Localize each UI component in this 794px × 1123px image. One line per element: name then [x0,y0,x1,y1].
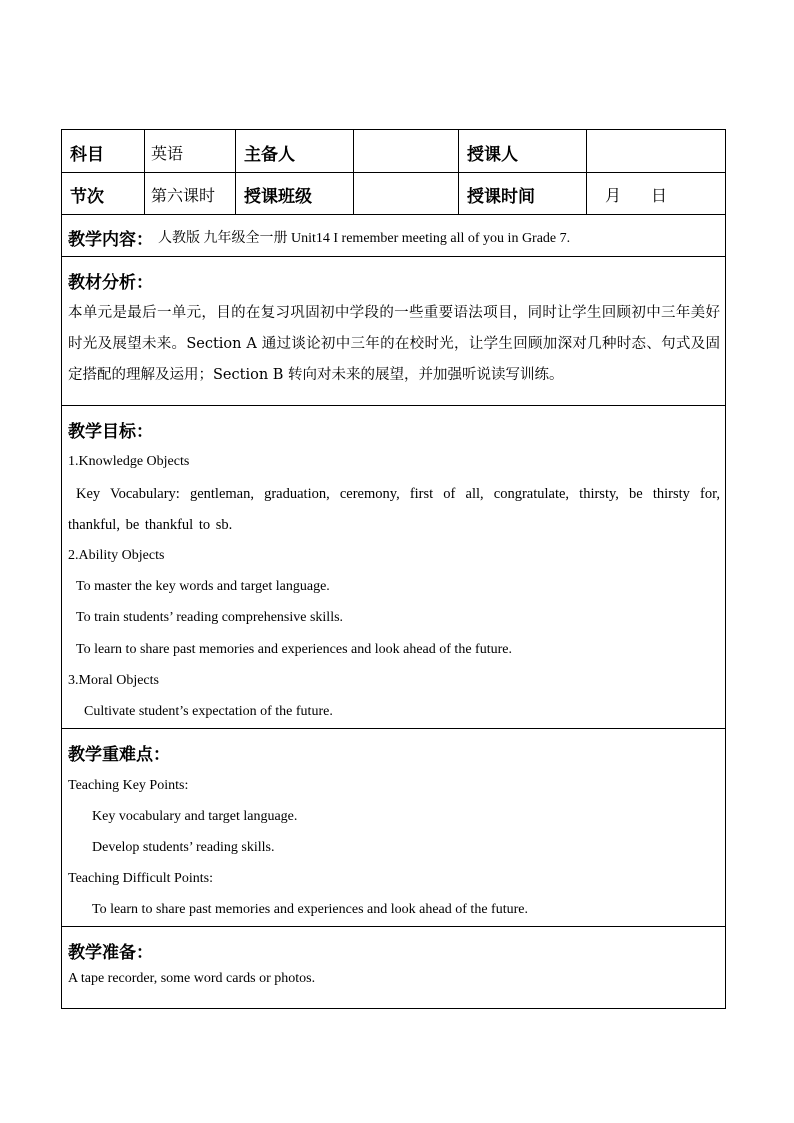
time-label: 授课时间 [467,187,535,207]
lesson-label: 节次 [70,187,104,207]
column-divider [144,130,145,214]
row-divider [62,214,725,215]
preparation-label: 教学准备： [68,943,153,963]
column-divider [353,130,354,214]
day-label: 日 [651,186,668,205]
column-divider [586,130,587,214]
month-label: 月 [605,186,622,205]
analysis-label: 教材分析： [68,273,153,293]
objectives-label: 教学目标： [68,422,153,442]
teacher-label: 授课人 [467,145,518,165]
key-points-label: 教学重难点： [68,745,170,765]
moral-item-1: Cultivate student’s expectation of the future. [84,704,333,719]
row-divider [62,172,725,173]
row-divider [62,728,725,729]
ability-item-2: To train students’ reading comprehensive skills. [76,610,344,625]
preparation-text: A tape recorder, some word cards or photos. [68,971,316,986]
difficult-title: Teaching Difficult Points: [68,871,213,886]
lesson-value: 第六课时 [151,186,216,205]
class-label: 授课班级 [244,187,312,207]
content-text: 人教版 九年级全一册 Unit14 I remember meeting all of you in Grade 7. [158,231,571,246]
column-divider [235,130,236,214]
moral-title: 3.Moral Objects [68,673,159,688]
teaching-key-title: Teaching Key Points: [68,778,189,793]
subject-value: 英语 [151,144,184,163]
difficult-point-1: To learn to share past memories and experiences and look ahead of the future. [92,902,528,917]
row-divider [62,405,725,406]
key-point-2: Develop students’ reading skills. [92,840,275,855]
key-point-1: Key vocabulary and target language. [92,809,298,824]
vocabulary-text: Key Vocabulary: gentleman, graduation, ceremony, first of all, congratulate, thirsty, be thirsty for, thankful, be thankful to sb. [68,486,720,533]
ability-item-3: To learn to share past memories and experiences and look ahead of the future. [76,642,512,657]
knowledge-title: 1.Knowledge Objects [68,454,190,469]
content-label: 教学内容： [68,230,153,250]
preparer-label: 主备人 [244,145,295,165]
subject-label: 科目 [70,145,104,165]
row-divider [62,256,725,257]
column-divider [458,130,459,214]
analysis-text: 本单元是最后一单元，目的在复习巩固初中学段的一些重要语法项目，同时让学生回顾初中三年美好时光及展望未来。Section A 通过谈论初中三年的在校时光，让学生回顾加深对几种时态、句式及固定搭配的理解及运用；Section B 转向对未来的展望，并加强听说读写训练。 [68,305,720,383]
ability-item-1: To master the key words and target language. [76,579,330,594]
ability-title: 2.Ability Objects [68,548,165,563]
row-divider [62,926,725,927]
lesson-plan-table [61,129,726,1009]
